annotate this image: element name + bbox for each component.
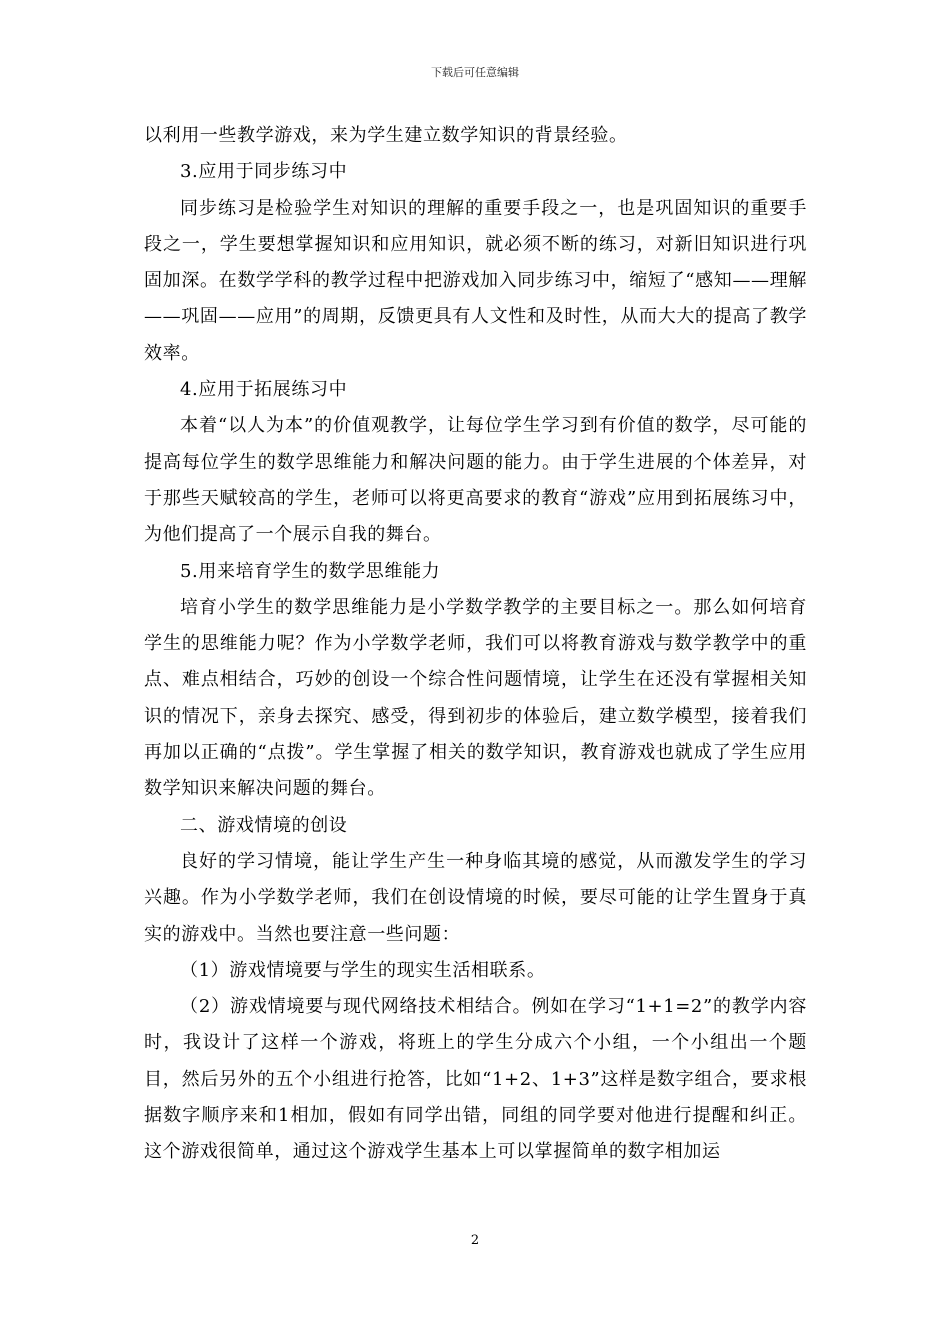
body-text <box>144 118 807 1171</box>
section-heading-3: 3.应用于同步练习中 <box>180 161 348 183</box>
paragraph-thinking-ability: 培育小学生的数学思维能力是小学数学教学的主要目标之一。那么如何培育学生的思维能力呢？作为小学数学老师，我们可以将教育游戏与数学教学中的重点、难点相结合，巧妙的创设一个综合性问题情境，让学生在还没有掌握相关知识的情况下，亲身去探究、感受，得到初步的体验后，建立数学模型，接着我们再加以正确的“点拨”。学生掌握了相关的数学知识，教育游戏也就成了学生应用数学知识来解决问题的舞台。 <box>144 596 807 800</box>
list-item-1: （1）游戏情境要与学生的现实生活相联系。 <box>180 959 546 981</box>
paragraph-continuation: 以利用一些教学游戏，来为学生建立数学知识的背景经验。 <box>144 125 628 146</box>
paragraph-sync-practice: 同步练习是检验学生对知识的理解的重要手段之一，也是巩固知识的重要手段之一，学生要想掌握知识和应用知识，就必须不断的练习，对新旧知识进行巩固加深。在数学学科的教学过程中把游戏加入同步练习中，缩短了“感知——理解——巩固——应用”的周期，反馈更具有人文性和及时性，从而大大的提高了教学效率。 <box>144 197 807 364</box>
page-number: 2 <box>470 1233 480 1248</box>
section-heading-5: 5.用来培育学生的数学思维能力 <box>180 560 441 582</box>
paragraph-extension-practice: 本着“以人为本”的价值观教学，让每位学生学习到有价值的数学，尽可能的提高每位学生的数学思维能力和解决问题的能力。由于学生进展的个体差异，对于那些天赋较高的学生，老师可以将更高要求的教育“游戏”应用到拓展练习中，为他们提高了一个展示自我的舞台。 <box>144 415 807 546</box>
section-heading-4: 4.应用于拓展练习中 <box>180 379 348 401</box>
section-heading-two: 二、游戏情境的创设 <box>180 814 348 836</box>
page-header-note: 下载后可任意编辑 <box>431 66 519 79</box>
paragraph-game-situation: 良好的学习情境，能让学生产生一种身临其境的感觉，从而激发学生的学习兴趣。作为小学数学老师，我们在创设情境的时候，要尽可能的让学生置身于真实的游戏中。当然也要注意一些问题： <box>144 850 807 945</box>
list-item-2: （2）游戏情境要与现代网络技术相结合。例如在学习“1+1=2”的教学内容时，我设计了这样一个游戏，将班上的学生分成六个小组，一个小组出一个题目，然后另外的五个小组进行抢答，比如“1+2、1+3”这样是数字组合，要求根据数字顺序来和1相加，假如有同学出错，同组的同学要对他进行提醒和纠正。这个游戏很简单，通过这个游戏学生基本上可以掌握简单的数字相加运 <box>144 996 807 1163</box>
